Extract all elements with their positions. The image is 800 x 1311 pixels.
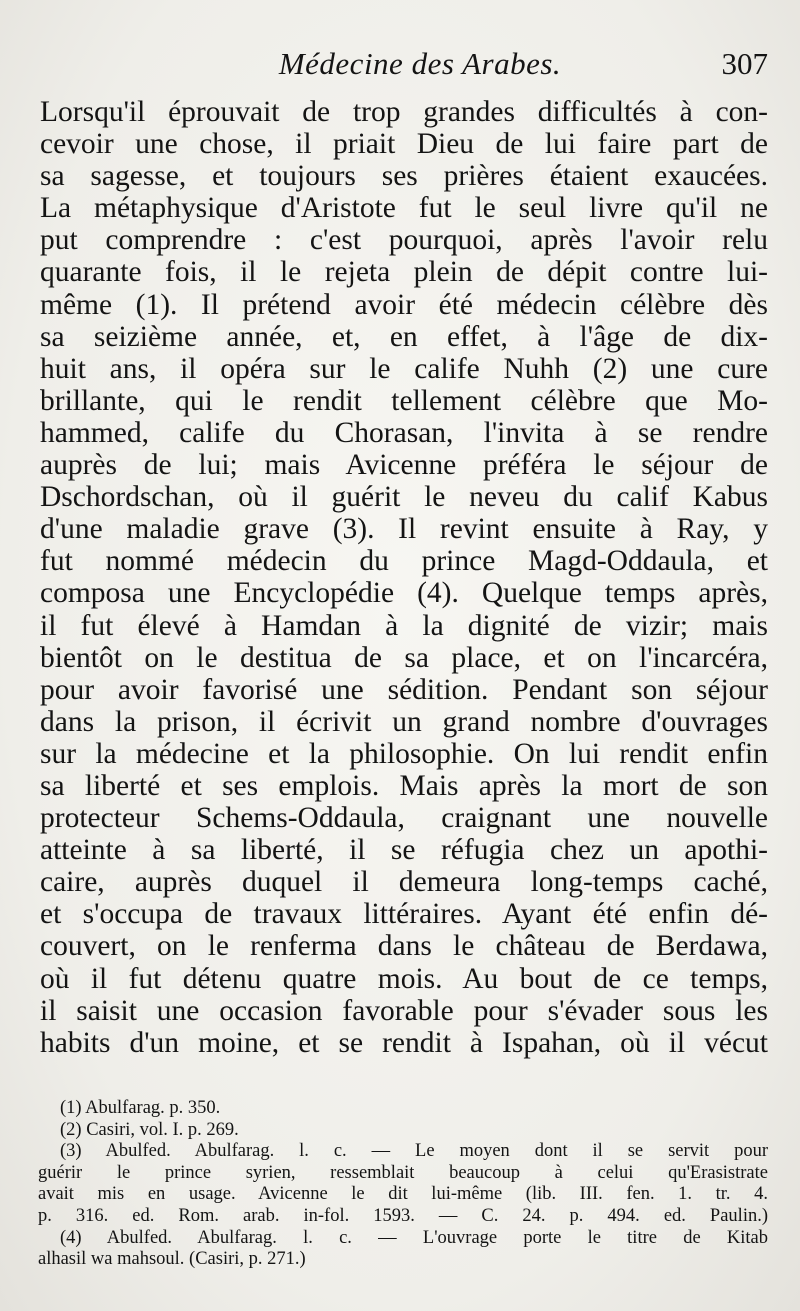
body-line: et s'occupa de travaux littéraires. Ayant été enfin dé-: [40, 898, 768, 931]
footnote-continuation: avait mis en usage. Avicenne le dit lui-même (lib. III. fen. 1. tr. 4.: [38, 1184, 768, 1205]
body-line: d'une maladie grave (3). Il revint ensuite à Ray, y: [40, 513, 768, 546]
body-line: fut nommé médecin du prince Magd-Oddaula, et: [40, 545, 768, 578]
footnote-continuation: alhasil wa mahsoul. (Casiri, p. 271.): [38, 1249, 306, 1270]
body-line: bientôt on le destitua de sa place, et on l'incarcéra,: [40, 641, 768, 674]
body-line: même (1). Il prétend avoir été médecin célèbre dès: [40, 288, 768, 321]
footnote-continuation: p. 316. ed. Rom. arab. in-fol. 1593. — C. 24. p. 494. ed. Paulin.): [38, 1205, 768, 1226]
body-line: put comprendre : c'est pourquoi, après l'avoir relu: [40, 224, 768, 257]
running-header: [40, 46, 768, 90]
body-line: caire, auprès duquel il demeura long-temps caché,: [40, 866, 768, 899]
body-line: atteinte à sa liberté, il se réfugia chez un apothi-: [40, 834, 768, 867]
body-line: hammed, calife du Chorasan, l'invita à se rendre: [40, 416, 768, 449]
body-line: auprès de lui; mais Avicenne préféra le séjour de: [40, 449, 768, 482]
body-line: sa seizième année, et, en effet, à l'âge de dix-: [40, 320, 768, 353]
body-line: sur la médecine et la philosophie. On lui rendit enfin: [40, 737, 768, 770]
body-line: brillante, qui le rendit tellement célèbre que Mo-: [40, 384, 768, 417]
footnote-continuation: guérir le prince syrien, ressemblait beaucoup à celui qu'Erasistrate: [38, 1162, 768, 1183]
body-line: il saisit une occasion favorable pour s'évader sous les: [40, 994, 768, 1027]
footnote: (3) Abulfed. Abulfarag. l. c. — Le moyen dont il se servit pour: [60, 1141, 768, 1162]
body-line: Dschordschan, où il guérit le neveu du calif Kabus: [40, 481, 768, 514]
body-line: dans la prison, il écrivit un grand nombre d'ouvrages: [40, 705, 768, 738]
body-line: huit ans, il opéra sur le calife Nuhh (2) une cure: [40, 352, 768, 385]
footnotes: [38, 1098, 768, 1271]
footnote: (4) Abulfed. Abulfarag. l. c. — L'ouvrage porte le titre de Kitab: [60, 1227, 768, 1248]
body-line: où il fut détenu quatre mois. Au bout de ce temps,: [40, 962, 768, 995]
body-line: pour avoir favorisé une sédition. Pendant son séjour: [40, 673, 768, 706]
body-line: couvert, on le renferma dans le château de Berdawa,: [40, 930, 768, 963]
body-line: cevoir une chose, il priait Dieu de lui faire part de: [40, 128, 768, 161]
body-line: habits d'un moine, et se rendit à Ispahan, où il vécut: [40, 1026, 768, 1059]
body-line: sa liberté et ses emplois. Mais après la mort de son: [40, 769, 768, 802]
footnote: (1) Abulfarag. p. 350.: [60, 1098, 221, 1118]
running-title: Médecine des Arabes.: [278, 46, 562, 81]
body-line: sa sagesse, et toujours ses prières étaient exaucées.: [40, 160, 768, 193]
page-number: 307: [721, 46, 768, 81]
body-line: il fut élevé à Hamdan à la dignité de vizir; mais: [40, 609, 768, 642]
body-line: protecteur Schems-Oddaula, craignant une nouvelle: [40, 802, 768, 835]
footnote: (2) Casiri, vol. I. p. 269.: [60, 1119, 239, 1140]
body-line: Lorsqu'il éprouvait de trop grandes difficultés à con-: [40, 96, 768, 128]
body-text: [40, 96, 768, 1059]
body-line: composa une Encyclopédie (4). Quelque temps après,: [40, 577, 768, 610]
body-line: La métaphysique d'Aristote fut le seul livre qu'il ne: [40, 192, 768, 225]
body-line: quarante fois, il le rejeta plein de dépit contre lui-: [40, 256, 768, 289]
